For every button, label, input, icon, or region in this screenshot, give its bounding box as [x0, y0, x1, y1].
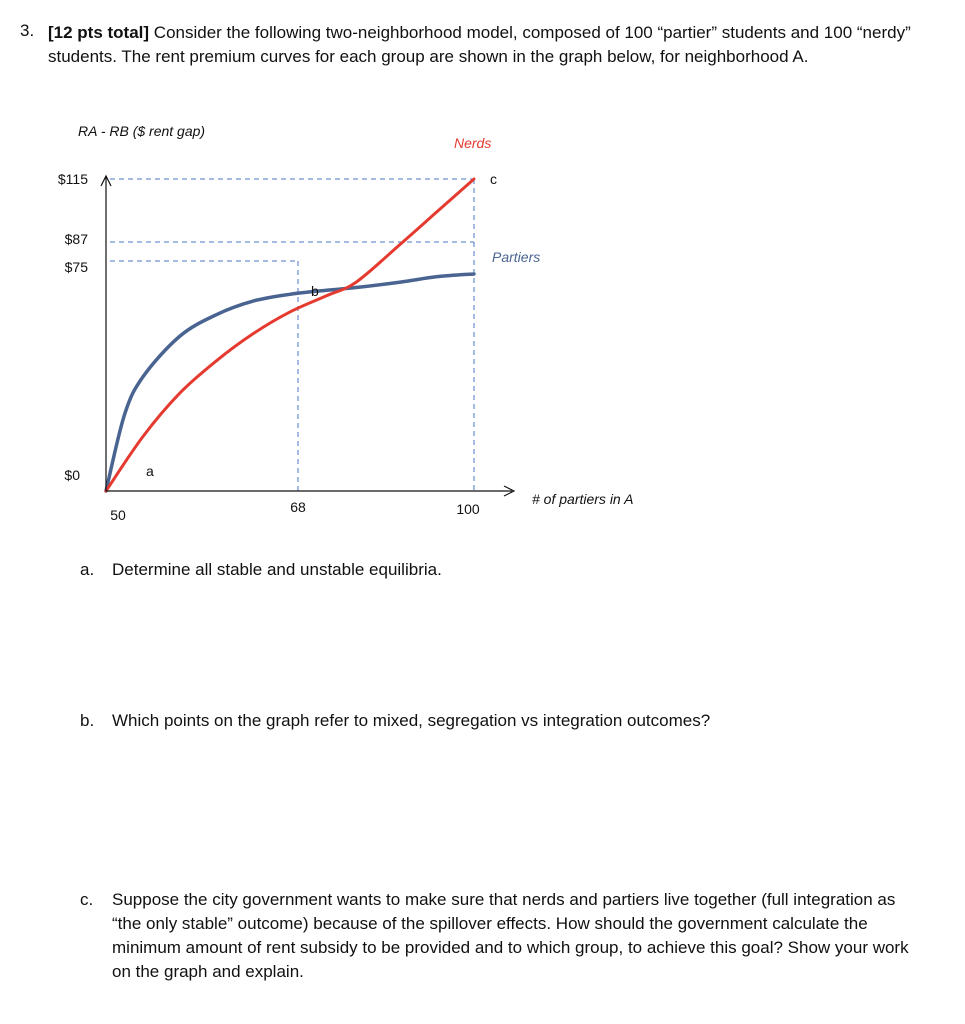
- sub-question-c-letter: c.: [80, 890, 94, 909]
- partiers-curve: [106, 274, 474, 491]
- y-axis-label-text: RA - RB ($ rent gap): [78, 123, 206, 139]
- point-label-a: a: [146, 463, 154, 479]
- point-label-c: c: [490, 171, 497, 187]
- x-axis-label: # of partiers in A: [532, 491, 634, 507]
- sub-question-a-letter: a.: [80, 560, 95, 579]
- sub-question-b-letter: b.: [80, 711, 95, 730]
- x-tick-50: 50: [110, 507, 126, 523]
- sub-question-c-text: Suppose the city government wants to make sure that nerds and partiers live together (full integration as “the only stable” outcome) because of the spillover effects. How should the government calculate the minimum amount of rent subsidy to be provided and to which group, to achieve this goal? Show your work on the graph and explain.: [112, 890, 909, 981]
- y-tick-75: $75: [64, 259, 88, 275]
- y-tick-87: $87: [64, 231, 88, 247]
- question-text: [48, 21, 928, 69]
- x-tick-68: 68: [290, 499, 306, 515]
- nerds-label: Nerds: [454, 135, 492, 151]
- point-label-b: b: [311, 283, 319, 299]
- y-axis-label: [78, 123, 205, 139]
- nerds-curve: [106, 179, 474, 491]
- y-tick-115: $115: [57, 171, 88, 187]
- rent-premium-graph: [0, 110, 965, 530]
- y-tick-0: $0: [64, 467, 80, 483]
- sub-question-a-text: Determine all stable and unstable equilibria.: [112, 560, 442, 579]
- partiers-label: Partiers: [492, 249, 541, 265]
- x-tick-100: 100: [456, 501, 480, 517]
- question-points: [12 pts total]: [48, 23, 150, 42]
- question-body: Consider the following two-neighborhood model, composed of 100 “partier” students and 100 “nerdy” students. The rent premium curves for each group are shown in the graph below, for neighborhood A.: [48, 23, 911, 66]
- question-number: 3.: [20, 21, 35, 40]
- sub-question-b-text: Which points on the graph refer to mixed, segregation vs integration outcomes?: [112, 711, 711, 730]
